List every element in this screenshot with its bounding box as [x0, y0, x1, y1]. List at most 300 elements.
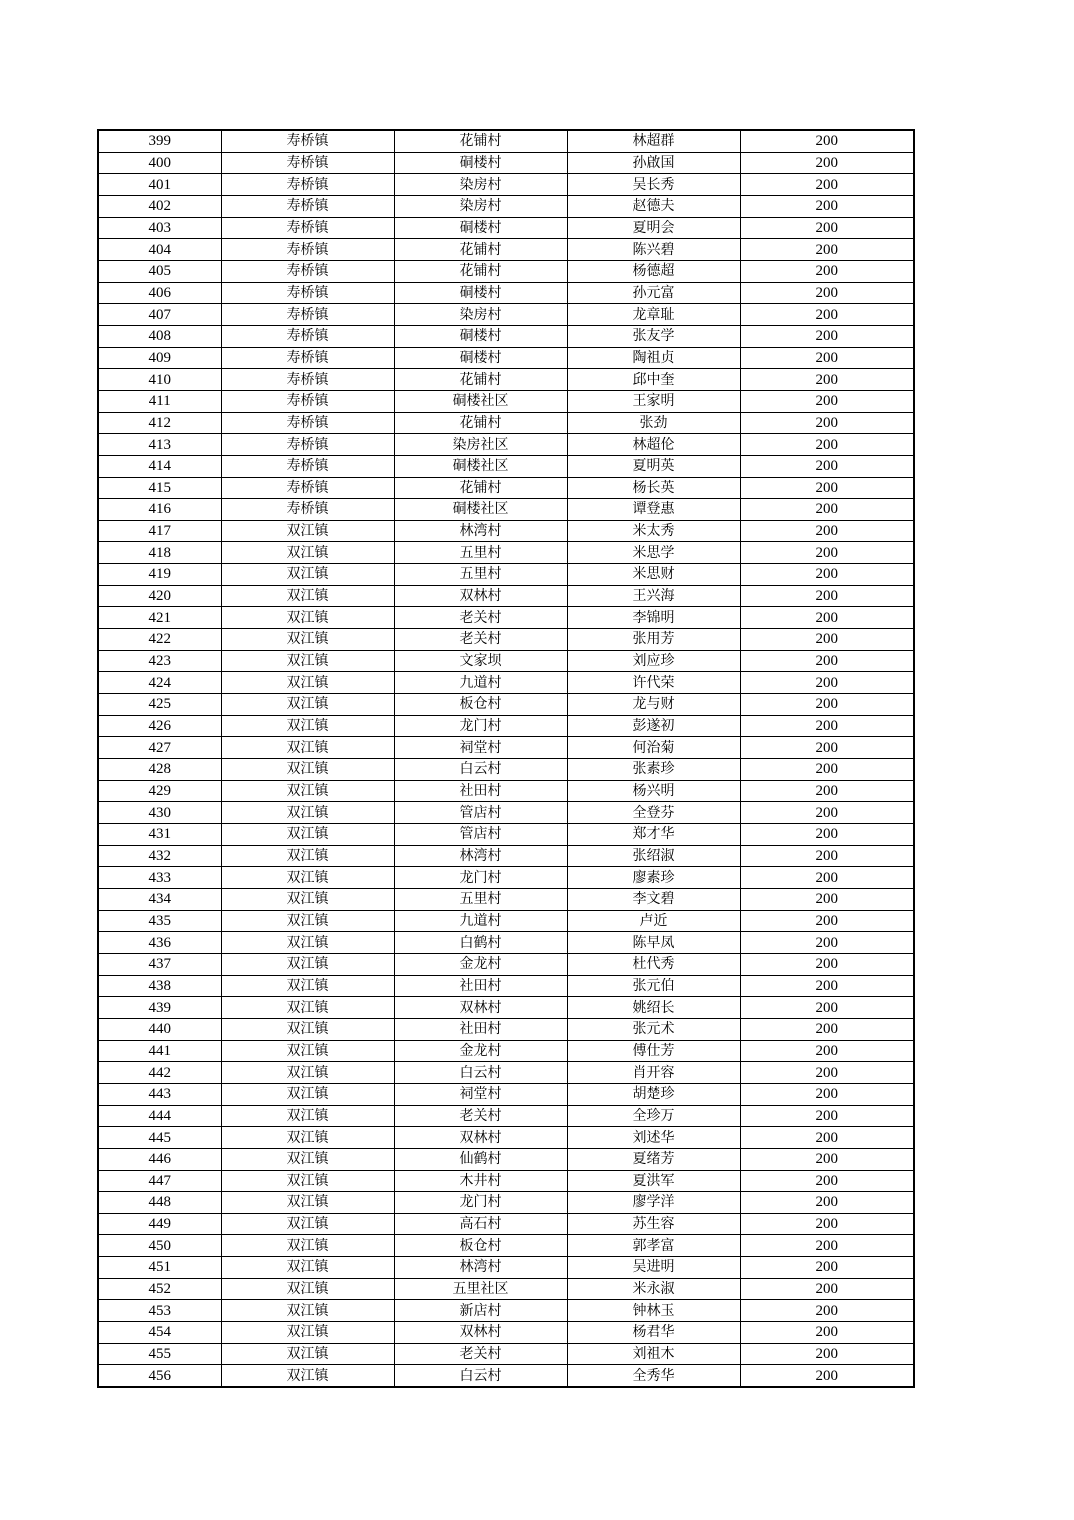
amount-cell: 200 — [740, 412, 914, 434]
row-number-cell: 429 — [98, 780, 221, 802]
row-number-cell: 448 — [98, 1192, 221, 1214]
village-cell: 花铺村 — [394, 412, 567, 434]
village-cell: 五里村 — [394, 542, 567, 564]
village-cell: 硐楼村 — [394, 325, 567, 347]
person-name-cell: 米思学 — [567, 542, 740, 564]
village-cell: 林湾村 — [394, 845, 567, 867]
row-number-cell: 422 — [98, 629, 221, 651]
amount-cell: 200 — [740, 585, 914, 607]
table-row — [98, 715, 914, 737]
person-name-cell: 郭孝富 — [567, 1235, 740, 1257]
person-name-cell: 卢近 — [567, 910, 740, 932]
table-row — [98, 1322, 914, 1344]
row-number-cell: 428 — [98, 759, 221, 781]
person-name-cell: 何治菊 — [567, 737, 740, 759]
amount-cell: 200 — [740, 152, 914, 174]
town-cell: 寿桥镇 — [221, 412, 394, 434]
town-cell: 双江镇 — [221, 1105, 394, 1127]
person-name-cell: 陶祖贞 — [567, 347, 740, 369]
table-row — [98, 369, 914, 391]
village-cell: 花铺村 — [394, 260, 567, 282]
person-name-cell: 龙与财 — [567, 694, 740, 716]
town-cell: 双江镇 — [221, 845, 394, 867]
person-name-cell: 孙元富 — [567, 282, 740, 304]
person-name-cell: 吴进明 — [567, 1257, 740, 1279]
amount-cell: 200 — [740, 672, 914, 694]
village-cell: 管店村 — [394, 824, 567, 846]
table-row — [98, 1170, 914, 1192]
town-cell: 寿桥镇 — [221, 282, 394, 304]
amount-cell: 200 — [740, 564, 914, 586]
town-cell: 双江镇 — [221, 1062, 394, 1084]
town-cell: 双江镇 — [221, 953, 394, 975]
person-name-cell: 刘应珍 — [567, 650, 740, 672]
table-row — [98, 499, 914, 521]
town-cell: 双江镇 — [221, 694, 394, 716]
table-row — [98, 845, 914, 867]
amount-cell: 200 — [740, 650, 914, 672]
person-name-cell: 刘述华 — [567, 1127, 740, 1149]
village-cell: 新店村 — [394, 1300, 567, 1322]
person-name-cell: 张素珍 — [567, 759, 740, 781]
amount-cell: 200 — [740, 1322, 914, 1344]
row-number-cell: 439 — [98, 997, 221, 1019]
table-row — [98, 1235, 914, 1257]
person-name-cell: 肖开容 — [567, 1062, 740, 1084]
town-cell: 双江镇 — [221, 1040, 394, 1062]
village-cell: 硐楼社区 — [394, 455, 567, 477]
amount-cell: 200 — [740, 715, 914, 737]
table-row — [98, 434, 914, 456]
row-number-cell: 438 — [98, 975, 221, 997]
person-name-cell: 米永淑 — [567, 1278, 740, 1300]
person-name-cell: 张绍淑 — [567, 845, 740, 867]
row-number-cell: 450 — [98, 1235, 221, 1257]
person-name-cell: 全珍万 — [567, 1105, 740, 1127]
row-number-cell: 405 — [98, 260, 221, 282]
row-number-cell: 420 — [98, 585, 221, 607]
amount-cell: 200 — [740, 1365, 914, 1387]
row-number-cell: 407 — [98, 304, 221, 326]
amount-cell: 200 — [740, 1235, 914, 1257]
table-row — [98, 867, 914, 889]
table-row — [98, 997, 914, 1019]
table-row — [98, 390, 914, 412]
table-row — [98, 585, 914, 607]
town-cell: 双江镇 — [221, 1278, 394, 1300]
table-row — [98, 932, 914, 954]
village-cell: 双林村 — [394, 1322, 567, 1344]
village-cell: 金龙村 — [394, 1040, 567, 1062]
amount-cell: 200 — [740, 867, 914, 889]
village-cell: 白云村 — [394, 759, 567, 781]
person-name-cell: 吴长秀 — [567, 174, 740, 196]
town-cell: 寿桥镇 — [221, 369, 394, 391]
village-cell: 祠堂村 — [394, 737, 567, 759]
town-cell: 寿桥镇 — [221, 325, 394, 347]
amount-cell: 200 — [740, 1148, 914, 1170]
row-number-cell: 403 — [98, 217, 221, 239]
row-number-cell: 443 — [98, 1083, 221, 1105]
person-name-cell: 米思财 — [567, 564, 740, 586]
row-number-cell: 435 — [98, 910, 221, 932]
village-cell: 社田村 — [394, 975, 567, 997]
amount-cell: 200 — [740, 434, 914, 456]
person-name-cell: 林超伦 — [567, 434, 740, 456]
table-row — [98, 477, 914, 499]
row-number-cell: 437 — [98, 953, 221, 975]
amount-cell: 200 — [740, 953, 914, 975]
table-row — [98, 304, 914, 326]
village-cell: 白云村 — [394, 1062, 567, 1084]
person-name-cell: 李文碧 — [567, 888, 740, 910]
amount-cell: 200 — [740, 130, 914, 152]
town-cell: 双江镇 — [221, 629, 394, 651]
row-number-cell: 446 — [98, 1148, 221, 1170]
village-cell: 花铺村 — [394, 239, 567, 261]
amount-cell: 200 — [740, 1018, 914, 1040]
town-cell: 寿桥镇 — [221, 174, 394, 196]
row-number-cell: 440 — [98, 1018, 221, 1040]
person-name-cell: 姚绍长 — [567, 997, 740, 1019]
row-number-cell: 445 — [98, 1127, 221, 1149]
town-cell: 双江镇 — [221, 1018, 394, 1040]
row-number-cell: 453 — [98, 1300, 221, 1322]
table-row — [98, 325, 914, 347]
amount-cell: 200 — [740, 845, 914, 867]
row-number-cell: 413 — [98, 434, 221, 456]
town-cell: 寿桥镇 — [221, 130, 394, 152]
table-row — [98, 802, 914, 824]
table-row — [98, 195, 914, 217]
village-cell: 金龙村 — [394, 953, 567, 975]
village-cell: 双林村 — [394, 1127, 567, 1149]
row-number-cell: 425 — [98, 694, 221, 716]
village-cell: 社田村 — [394, 1018, 567, 1040]
row-number-cell: 442 — [98, 1062, 221, 1084]
town-cell: 双江镇 — [221, 1257, 394, 1279]
village-cell: 高石村 — [394, 1213, 567, 1235]
table-row — [98, 217, 914, 239]
row-number-cell: 436 — [98, 932, 221, 954]
village-cell: 染房村 — [394, 174, 567, 196]
table-row — [98, 1300, 914, 1322]
town-cell: 寿桥镇 — [221, 217, 394, 239]
table-row — [98, 694, 914, 716]
town-cell: 寿桥镇 — [221, 260, 394, 282]
amount-cell: 200 — [740, 282, 914, 304]
person-name-cell: 廖素珍 — [567, 867, 740, 889]
person-name-cell: 杨德超 — [567, 260, 740, 282]
row-number-cell: 444 — [98, 1105, 221, 1127]
table-row — [98, 1257, 914, 1279]
table-row — [98, 239, 914, 261]
person-name-cell: 孙啟国 — [567, 152, 740, 174]
table-row — [98, 347, 914, 369]
table-row — [98, 520, 914, 542]
village-cell: 花铺村 — [394, 477, 567, 499]
amount-cell: 200 — [740, 888, 914, 910]
amount-cell: 200 — [740, 1278, 914, 1300]
person-name-cell: 廖学洋 — [567, 1192, 740, 1214]
row-number-cell: 432 — [98, 845, 221, 867]
row-number-cell: 447 — [98, 1170, 221, 1192]
amount-cell: 200 — [740, 802, 914, 824]
person-name-cell: 张友学 — [567, 325, 740, 347]
table-row — [98, 737, 914, 759]
town-cell: 双江镇 — [221, 1148, 394, 1170]
table-row — [98, 650, 914, 672]
village-cell: 花铺村 — [394, 130, 567, 152]
amount-cell: 200 — [740, 369, 914, 391]
village-cell: 硐楼村 — [394, 282, 567, 304]
town-cell: 双江镇 — [221, 715, 394, 737]
table-row — [98, 542, 914, 564]
row-number-cell: 433 — [98, 867, 221, 889]
town-cell: 双江镇 — [221, 585, 394, 607]
village-cell: 林湾村 — [394, 520, 567, 542]
row-number-cell: 402 — [98, 195, 221, 217]
table-row — [98, 1062, 914, 1084]
row-number-cell: 434 — [98, 888, 221, 910]
town-cell: 双江镇 — [221, 888, 394, 910]
town-cell: 双江镇 — [221, 1235, 394, 1257]
amount-cell: 200 — [740, 1083, 914, 1105]
village-cell: 龙门村 — [394, 1192, 567, 1214]
table-row — [98, 174, 914, 196]
table-row — [98, 1192, 914, 1214]
town-cell: 双江镇 — [221, 1322, 394, 1344]
row-number-cell: 412 — [98, 412, 221, 434]
person-name-cell: 赵德夫 — [567, 195, 740, 217]
village-cell: 白云村 — [394, 1365, 567, 1387]
person-name-cell: 谭登惠 — [567, 499, 740, 521]
person-name-cell: 彭遂初 — [567, 715, 740, 737]
town-cell: 双江镇 — [221, 910, 394, 932]
amount-cell: 200 — [740, 390, 914, 412]
amount-cell: 200 — [740, 737, 914, 759]
row-number-cell: 410 — [98, 369, 221, 391]
table-row — [98, 975, 914, 997]
table-row — [98, 564, 914, 586]
town-cell: 双江镇 — [221, 564, 394, 586]
amount-cell: 200 — [740, 975, 914, 997]
town-cell: 双江镇 — [221, 1170, 394, 1192]
person-name-cell: 王家明 — [567, 390, 740, 412]
row-number-cell: 430 — [98, 802, 221, 824]
town-cell: 寿桥镇 — [221, 477, 394, 499]
amount-cell: 200 — [740, 1170, 914, 1192]
village-cell: 老关村 — [394, 1343, 567, 1365]
town-cell: 双江镇 — [221, 932, 394, 954]
village-cell: 龙门村 — [394, 715, 567, 737]
amount-cell: 200 — [740, 217, 914, 239]
amount-cell: 200 — [740, 325, 914, 347]
row-number-cell: 424 — [98, 672, 221, 694]
town-cell: 双江镇 — [221, 780, 394, 802]
row-number-cell: 451 — [98, 1257, 221, 1279]
table-row — [98, 953, 914, 975]
person-name-cell: 夏绪芳 — [567, 1148, 740, 1170]
amount-cell: 200 — [740, 1257, 914, 1279]
person-name-cell: 杜代秀 — [567, 953, 740, 975]
person-name-cell: 陈兴碧 — [567, 239, 740, 261]
town-cell: 双江镇 — [221, 650, 394, 672]
village-cell: 文家坝 — [394, 650, 567, 672]
amount-cell: 200 — [740, 759, 914, 781]
table-row — [98, 1040, 914, 1062]
person-name-cell: 杨长英 — [567, 477, 740, 499]
person-name-cell: 钟林玉 — [567, 1300, 740, 1322]
town-cell: 寿桥镇 — [221, 390, 394, 412]
amount-cell: 200 — [740, 824, 914, 846]
table-row — [98, 455, 914, 477]
amount-cell: 200 — [740, 607, 914, 629]
village-cell: 硐楼村 — [394, 152, 567, 174]
town-cell: 双江镇 — [221, 824, 394, 846]
amount-cell: 200 — [740, 1213, 914, 1235]
town-cell: 双江镇 — [221, 520, 394, 542]
table-row — [98, 1365, 914, 1387]
amount-cell: 200 — [740, 260, 914, 282]
table-row — [98, 607, 914, 629]
person-name-cell: 傅仕芳 — [567, 1040, 740, 1062]
person-name-cell: 全秀华 — [567, 1365, 740, 1387]
town-cell: 双江镇 — [221, 759, 394, 781]
row-number-cell: 441 — [98, 1040, 221, 1062]
town-cell: 寿桥镇 — [221, 239, 394, 261]
row-number-cell: 409 — [98, 347, 221, 369]
table-body — [98, 130, 914, 1387]
amount-cell: 200 — [740, 997, 914, 1019]
person-name-cell: 张元伯 — [567, 975, 740, 997]
person-name-cell: 胡楚珍 — [567, 1083, 740, 1105]
town-cell: 双江镇 — [221, 607, 394, 629]
row-number-cell: 423 — [98, 650, 221, 672]
row-number-cell: 431 — [98, 824, 221, 846]
table-row — [98, 888, 914, 910]
person-name-cell: 张劲 — [567, 412, 740, 434]
row-number-cell: 411 — [98, 390, 221, 412]
town-cell: 寿桥镇 — [221, 455, 394, 477]
row-number-cell: 401 — [98, 174, 221, 196]
village-cell: 五里村 — [394, 564, 567, 586]
table-row — [98, 260, 914, 282]
row-number-cell: 399 — [98, 130, 221, 152]
amount-cell: 200 — [740, 304, 914, 326]
village-cell: 硐楼村 — [394, 347, 567, 369]
amount-cell: 200 — [740, 477, 914, 499]
town-cell: 双江镇 — [221, 1192, 394, 1214]
village-cell: 硐楼村 — [394, 217, 567, 239]
amount-cell: 200 — [740, 542, 914, 564]
person-name-cell: 许代荣 — [567, 672, 740, 694]
village-cell: 双林村 — [394, 997, 567, 1019]
table-row — [98, 1343, 914, 1365]
row-number-cell: 426 — [98, 715, 221, 737]
person-name-cell: 夏明英 — [567, 455, 740, 477]
table-row — [98, 629, 914, 651]
row-number-cell: 421 — [98, 607, 221, 629]
town-cell: 寿桥镇 — [221, 347, 394, 369]
table-row — [98, 910, 914, 932]
town-cell: 寿桥镇 — [221, 152, 394, 174]
village-cell: 白鹤村 — [394, 932, 567, 954]
row-number-cell: 452 — [98, 1278, 221, 1300]
amount-cell: 200 — [740, 1040, 914, 1062]
town-cell: 双江镇 — [221, 867, 394, 889]
village-cell: 五里社区 — [394, 1278, 567, 1300]
town-cell: 寿桥镇 — [221, 499, 394, 521]
amount-cell: 200 — [740, 910, 914, 932]
table-row — [98, 1083, 914, 1105]
row-number-cell: 454 — [98, 1322, 221, 1344]
row-number-cell: 417 — [98, 520, 221, 542]
row-number-cell: 400 — [98, 152, 221, 174]
amount-cell: 200 — [740, 1105, 914, 1127]
village-cell: 花铺村 — [394, 369, 567, 391]
person-name-cell: 米太秀 — [567, 520, 740, 542]
village-cell: 板仓村 — [394, 694, 567, 716]
village-cell: 龙门村 — [394, 867, 567, 889]
person-name-cell: 郑才华 — [567, 824, 740, 846]
town-cell: 双江镇 — [221, 737, 394, 759]
village-cell: 板仓村 — [394, 1235, 567, 1257]
amount-cell: 200 — [740, 1127, 914, 1149]
village-cell: 硐楼社区 — [394, 390, 567, 412]
table-row — [98, 780, 914, 802]
village-cell: 老关村 — [394, 607, 567, 629]
row-number-cell: 406 — [98, 282, 221, 304]
village-cell: 硐楼社区 — [394, 499, 567, 521]
amount-cell: 200 — [740, 499, 914, 521]
village-cell: 五里村 — [394, 888, 567, 910]
table-row — [98, 824, 914, 846]
table-row — [98, 152, 914, 174]
table-row — [98, 412, 914, 434]
village-cell: 老关村 — [394, 1105, 567, 1127]
row-number-cell: 419 — [98, 564, 221, 586]
town-cell: 双江镇 — [221, 997, 394, 1019]
table-row — [98, 1278, 914, 1300]
row-number-cell: 416 — [98, 499, 221, 521]
subsidy-table — [97, 129, 915, 1388]
town-cell: 双江镇 — [221, 1300, 394, 1322]
amount-cell: 200 — [740, 1343, 914, 1365]
amount-cell: 200 — [740, 1062, 914, 1084]
town-cell: 双江镇 — [221, 1127, 394, 1149]
amount-cell: 200 — [740, 932, 914, 954]
person-name-cell: 陈早凤 — [567, 932, 740, 954]
row-number-cell: 427 — [98, 737, 221, 759]
row-number-cell: 404 — [98, 239, 221, 261]
table-row — [98, 672, 914, 694]
table-row — [98, 1213, 914, 1235]
village-cell: 染房村 — [394, 304, 567, 326]
village-cell: 林湾村 — [394, 1257, 567, 1279]
person-name-cell: 杨兴明 — [567, 780, 740, 802]
town-cell: 双江镇 — [221, 1365, 394, 1387]
person-name-cell: 林超群 — [567, 130, 740, 152]
person-name-cell: 张元术 — [567, 1018, 740, 1040]
town-cell: 双江镇 — [221, 1083, 394, 1105]
village-cell: 九道村 — [394, 910, 567, 932]
town-cell: 寿桥镇 — [221, 304, 394, 326]
town-cell: 双江镇 — [221, 1213, 394, 1235]
person-name-cell: 龙章耻 — [567, 304, 740, 326]
village-cell: 染房村 — [394, 195, 567, 217]
person-name-cell: 夏明会 — [567, 217, 740, 239]
